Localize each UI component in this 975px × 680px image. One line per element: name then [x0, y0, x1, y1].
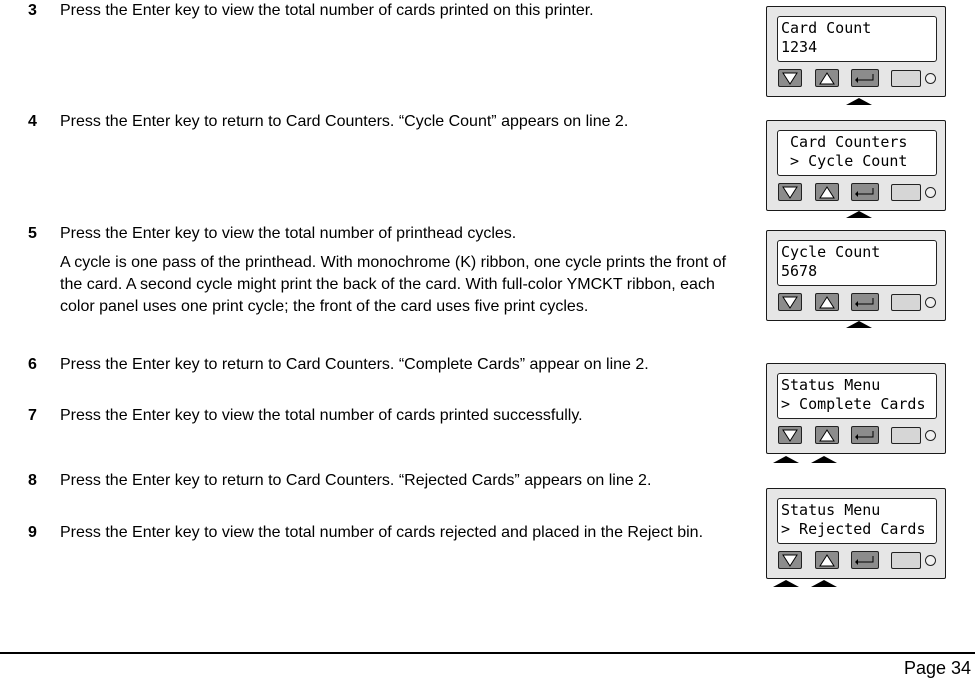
panel-key[interactable] — [891, 294, 921, 311]
enter-pointer-icon — [846, 321, 872, 328]
lcd-panel-card-count — [766, 6, 946, 97]
lcd-line-1: Cycle Count — [781, 243, 881, 261]
enter-button[interactable] — [851, 426, 879, 444]
lcd-display — [777, 373, 937, 419]
down-arrow-button[interactable] — [778, 551, 802, 569]
up-arrow-icon — [816, 184, 838, 200]
lcd-line-2: > Complete Cards — [781, 395, 926, 413]
cycle-description: A cycle is one pass of the printhead. With monochrome (K) ribbon, one cycle prints the front of the card. A second cycle might print the back of the card. With full-color YMCKT ribbon, each color panel uses one print cycle; the front of the card uses five print cycles. — [60, 254, 727, 315]
down-arrow-icon — [779, 70, 801, 86]
step-text: Press the Enter key to view the total number of printhead cycles. — [60, 225, 517, 242]
up-arrow-button[interactable] — [815, 293, 839, 311]
lcd-line-2: > Cycle Count — [781, 152, 908, 170]
step-text: Press the Enter key to view the total number of cards printed on this printer. — [60, 2, 594, 19]
lcd-line-2: 5678 — [781, 262, 818, 280]
status-led — [925, 73, 936, 84]
status-led — [925, 187, 936, 198]
up-arrow-icon — [816, 70, 838, 86]
enter-button[interactable] — [851, 69, 879, 87]
down-arrow-button[interactable] — [778, 69, 802, 87]
enter-pointer-icon — [846, 211, 872, 218]
step-text: Press the Enter key to return to Card Counters. “Rejected Cards” appears on line 2. — [60, 472, 652, 489]
enter-icon — [852, 552, 878, 568]
panel-key[interactable] — [891, 70, 921, 87]
up-pointer-icon — [811, 580, 837, 587]
down-arrow-icon — [779, 184, 801, 200]
lcd-line-1: Status Menu — [781, 376, 881, 394]
step-text: Press the Enter key to view the total number of cards rejected and placed in the Reject bin. — [60, 524, 704, 541]
up-arrow-icon — [816, 427, 838, 443]
lcd-panel-complete-cards — [766, 363, 946, 454]
lcd-panel-rejected-cards — [766, 488, 946, 579]
up-arrow-icon — [816, 552, 838, 568]
lcd-line-1: Card Counters — [781, 133, 908, 151]
enter-icon — [852, 184, 878, 200]
enter-icon — [852, 427, 878, 443]
down-arrow-button[interactable] — [778, 293, 802, 311]
panel-key[interactable] — [891, 427, 921, 444]
lcd-display — [777, 498, 937, 544]
down-arrow-icon — [779, 552, 801, 568]
down-pointer-icon — [773, 456, 799, 463]
step-text: Press the Enter key to return to Card Counters. “Cycle Count” appears on line 2. — [60, 113, 629, 130]
step-text: Press the Enter key to view the total number of cards printed successfully. — [60, 407, 583, 424]
lcd-panel-cycle-count — [766, 230, 946, 321]
step-number: 9 — [28, 524, 37, 541]
status-led — [925, 555, 936, 566]
lcd-display — [777, 240, 937, 286]
up-arrow-button[interactable] — [815, 183, 839, 201]
step-number: 5 — [28, 225, 37, 242]
panel-key[interactable] — [891, 184, 921, 201]
enter-pointer-icon — [846, 98, 872, 105]
enter-icon — [852, 70, 878, 86]
footer-rule — [0, 652, 975, 654]
status-led — [925, 297, 936, 308]
lcd-display — [777, 16, 937, 62]
lcd-panel-card-counters — [766, 120, 946, 211]
step-number: 6 — [28, 356, 37, 373]
lcd-line-1: Status Menu — [781, 501, 881, 519]
step-number: 7 — [28, 407, 37, 424]
enter-button[interactable] — [851, 293, 879, 311]
enter-button[interactable] — [851, 183, 879, 201]
panel-key[interactable] — [891, 552, 921, 569]
down-arrow-icon — [779, 294, 801, 310]
step-number: 8 — [28, 472, 37, 489]
step-number: 3 — [28, 2, 37, 19]
up-arrow-button[interactable] — [815, 69, 839, 87]
down-arrow-button[interactable] — [778, 183, 802, 201]
up-pointer-icon — [811, 456, 837, 463]
lcd-display — [777, 130, 937, 176]
down-arrow-icon — [779, 427, 801, 443]
down-arrow-button[interactable] — [778, 426, 802, 444]
up-arrow-icon — [816, 294, 838, 310]
lcd-line-1: Card Count — [781, 19, 872, 37]
enter-icon — [852, 294, 878, 310]
lcd-line-2: 1234 — [781, 38, 818, 56]
down-pointer-icon — [773, 580, 799, 587]
step-text: Press the Enter key to return to Card Counters. “Complete Cards” appear on line 2. — [60, 356, 649, 373]
up-arrow-button[interactable] — [815, 426, 839, 444]
lcd-line-2: > Rejected Cards — [781, 520, 926, 538]
status-led — [925, 430, 936, 441]
up-arrow-button[interactable] — [815, 551, 839, 569]
step-number: 4 — [28, 113, 37, 130]
enter-button[interactable] — [851, 551, 879, 569]
page-number: Page 34 — [903, 658, 971, 678]
